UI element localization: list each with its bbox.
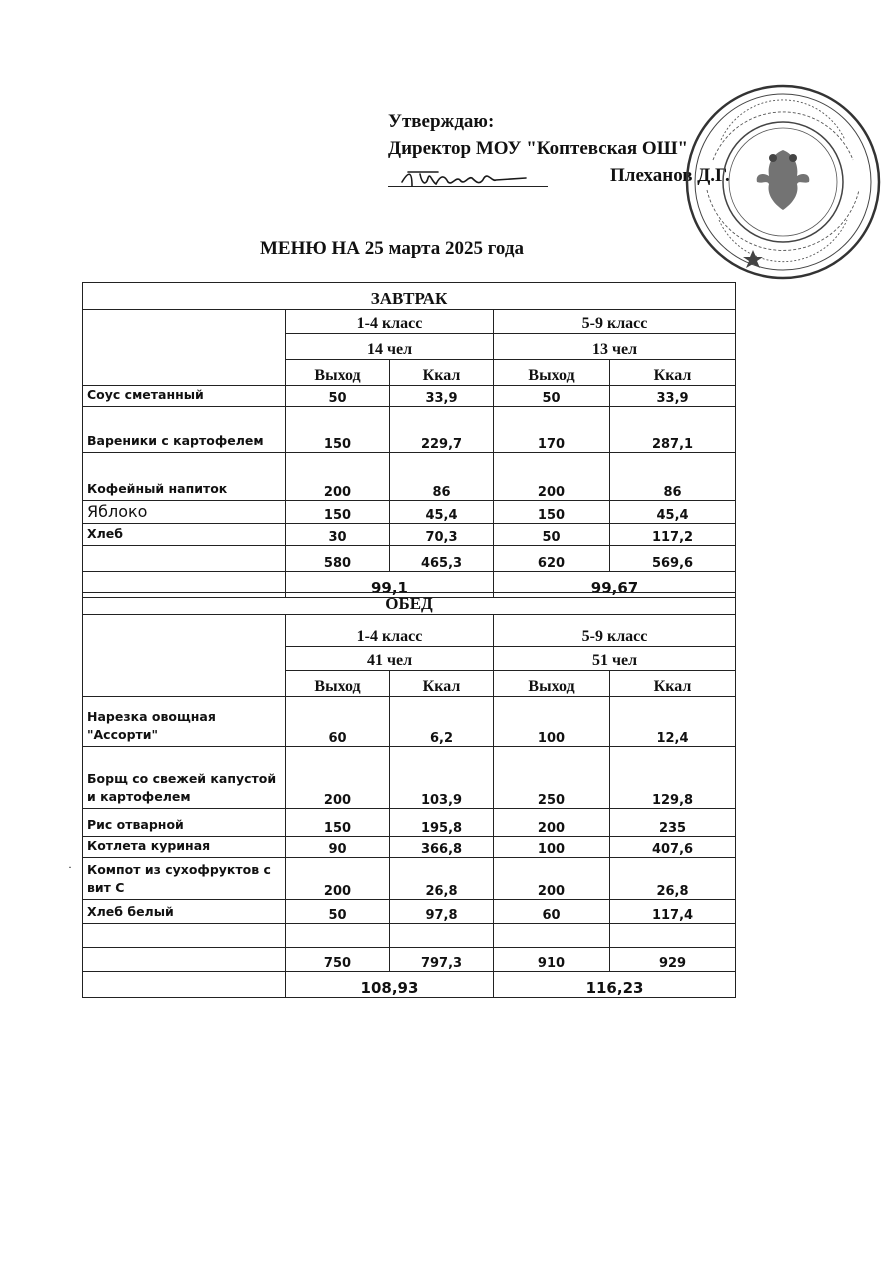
col-output-a: Выход <box>286 671 390 697</box>
output-a: 150 <box>286 501 390 524</box>
cost-label-empty <box>83 972 286 998</box>
table-row <box>83 747 736 809</box>
total-output-a: 580 <box>286 546 390 572</box>
kcal-a: 86 <box>390 453 494 501</box>
col-kcal-b: Ккал <box>610 360 736 386</box>
kcal-a: 26,8 <box>390 858 494 900</box>
empty-cell <box>610 924 736 948</box>
kcal-b: 26,8 <box>610 858 736 900</box>
col-kcal-a: Ккал <box>390 360 494 386</box>
dish-name: Компот из сухофруктов с вит С <box>83 858 286 900</box>
col-output-b: Выход <box>494 360 610 386</box>
output-b: 60 <box>494 900 610 924</box>
total-output-b: 910 <box>494 948 610 972</box>
lunch-section-title: ОБЕД <box>83 593 736 615</box>
output-b: 100 <box>494 697 610 747</box>
kcal-b: 129,8 <box>610 747 736 809</box>
total-label-empty <box>83 546 286 572</box>
stray-mark: · <box>68 860 72 874</box>
output-a: 50 <box>286 900 390 924</box>
col-kcal-a: Ккал <box>390 671 494 697</box>
kcal-a: 6,2 <box>390 697 494 747</box>
dish-name: Кофейный напиток <box>83 453 286 501</box>
cost-a: 108,93 <box>286 972 494 998</box>
director-line: Директор МОУ "Коптевская ОШ" <box>388 138 689 159</box>
total-kcal-a: 797,3 <box>390 948 494 972</box>
output-a: 50 <box>286 386 390 407</box>
output-a: 90 <box>286 837 390 858</box>
table-row <box>83 858 736 900</box>
total-kcal-a: 465,3 <box>390 546 494 572</box>
cost-b: 116,23 <box>494 972 736 998</box>
output-b: 200 <box>494 809 610 837</box>
output-a: 150 <box>286 407 390 453</box>
director-name: Плеханов Д.Г. <box>610 165 730 186</box>
official-seal <box>683 80 883 285</box>
lunch-table <box>82 592 736 998</box>
output-b: 150 <box>494 501 610 524</box>
kcal-b: 117,4 <box>610 900 736 924</box>
table-row <box>83 453 736 501</box>
col-output-a: Выход <box>286 360 390 386</box>
output-b: 200 <box>494 858 610 900</box>
breakfast-section-title: ЗАВТРАК <box>83 283 736 310</box>
dish-name: Соус сметанный <box>83 386 286 407</box>
kcal-b: 45,4 <box>610 501 736 524</box>
table-row <box>83 524 736 546</box>
cost-b: 99,67 <box>494 572 736 598</box>
total-row <box>83 546 736 572</box>
class-a-header: 1-4 класс <box>286 310 494 334</box>
dish-name: Борщ со свежей капустой и картофелем <box>83 747 286 809</box>
kcal-a: 103,9 <box>390 747 494 809</box>
total-output-b: 620 <box>494 546 610 572</box>
kcal-b: 33,9 <box>610 386 736 407</box>
table-row <box>83 697 736 747</box>
kcal-a: 229,7 <box>390 407 494 453</box>
people-a: 14 чел <box>286 334 494 360</box>
empty-cell <box>494 924 610 948</box>
total-row <box>83 948 736 972</box>
output-b: 50 <box>494 524 610 546</box>
people-b: 51 чел <box>494 647 736 671</box>
class-a-header: 1-4 класс <box>286 615 494 647</box>
dish-name: Нарезка овощная "Ассорти" <box>83 697 286 747</box>
output-b: 100 <box>494 837 610 858</box>
kcal-b: 12,4 <box>610 697 736 747</box>
class-b-header: 5-9 класс <box>494 615 736 647</box>
dish-name: Вареники с картофелем <box>83 407 286 453</box>
table-row <box>83 809 736 837</box>
total-kcal-b: 569,6 <box>610 546 736 572</box>
kcal-a: 366,8 <box>390 837 494 858</box>
header-empty-cell <box>83 310 286 386</box>
handwritten-signature <box>398 164 548 194</box>
output-a: 60 <box>286 697 390 747</box>
header-empty-cell <box>83 615 286 697</box>
table-row <box>83 837 736 858</box>
empty-cell <box>390 924 494 948</box>
empty-cell <box>83 924 286 948</box>
kcal-a: 70,3 <box>390 524 494 546</box>
output-b: 200 <box>494 453 610 501</box>
empty-row <box>83 924 736 948</box>
dish-name: Хлеб <box>83 524 286 546</box>
kcal-b: 117,2 <box>610 524 736 546</box>
output-a: 200 <box>286 453 390 501</box>
output-b: 170 <box>494 407 610 453</box>
total-output-a: 750 <box>286 948 390 972</box>
cost-a: 99,1 <box>286 572 494 598</box>
page-title: МЕНЮ НА 25 марта 2025 года <box>260 238 524 259</box>
output-b: 50 <box>494 386 610 407</box>
total-label-empty <box>83 948 286 972</box>
table-row <box>83 407 736 453</box>
kcal-b: 287,1 <box>610 407 736 453</box>
breakfast-table <box>82 282 736 598</box>
kcal-b: 407,6 <box>610 837 736 858</box>
cost-row <box>83 972 736 998</box>
kcal-a: 97,8 <box>390 900 494 924</box>
col-kcal-b: Ккал <box>610 671 736 697</box>
kcal-b: 235 <box>610 809 736 837</box>
kcal-a: 195,8 <box>390 809 494 837</box>
output-a: 150 <box>286 809 390 837</box>
output-a: 200 <box>286 858 390 900</box>
dish-name: Котлета куриная <box>83 837 286 858</box>
dish-name: Яблоко <box>83 501 286 524</box>
kcal-a: 33,9 <box>390 386 494 407</box>
dish-name: Рис отварной <box>83 809 286 837</box>
table-row <box>83 900 736 924</box>
class-b-header: 5-9 класс <box>494 310 736 334</box>
dish-name: Хлеб белый <box>83 900 286 924</box>
kcal-b: 86 <box>610 453 736 501</box>
empty-cell <box>286 924 390 948</box>
table-row <box>83 501 736 524</box>
people-b: 13 чел <box>494 334 736 360</box>
table-row <box>83 386 736 407</box>
col-output-b: Выход <box>494 671 610 697</box>
output-a: 200 <box>286 747 390 809</box>
approve-label: Утверждаю: <box>388 111 495 132</box>
output-b: 250 <box>494 747 610 809</box>
output-a: 30 <box>286 524 390 546</box>
people-a: 41 чел <box>286 647 494 671</box>
kcal-a: 45,4 <box>390 501 494 524</box>
total-kcal-b: 929 <box>610 948 736 972</box>
